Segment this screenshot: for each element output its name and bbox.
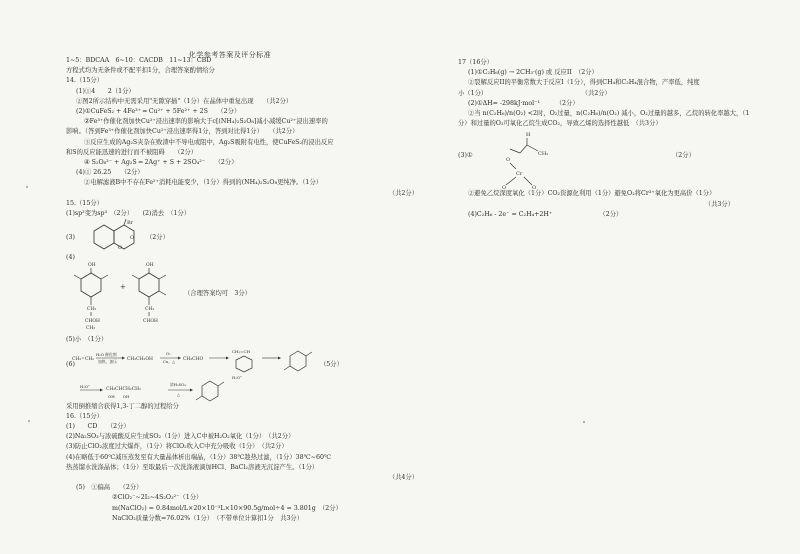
q14-part4b: ②电解滤液B中不存在Fe²⁺消耗电能变少，（1分）得到的(NH₄)₂S₂O₈更纯净。（1分） [84, 179, 323, 187]
q17-part1: (1)①C₂H₆(g) → 2CH₃·(g) 或 反应II （2分） [468, 69, 598, 77]
scan-speck [28, 420, 30, 422]
q15-part1: (1)sp²变为sp³ （2分） (2)消去 （1分） [66, 210, 191, 218]
q15-part3 [66, 219, 418, 253]
syn-cond4: 浓H₂SO₄ [170, 381, 186, 387]
grading-note: 方程式均为无条件或不配平扣1分，合理答案酌情给分 [66, 67, 215, 75]
q17-part3-label: (3)① [458, 152, 473, 160]
synthesis-scheme [66, 346, 366, 402]
q14-heading: 14.（15分） [66, 77, 103, 85]
svg-text:O: O [130, 235, 135, 242]
mol1-oh-label: OH [88, 263, 96, 269]
q15-part6-route [66, 346, 418, 402]
right-column [458, 58, 754, 220]
syn-cond3b: H₃O⁺ [80, 383, 90, 389]
q16-part5-result: NaClO₂质量分数=76.02%（1分） （不带单位计算扣1分 共3分） [112, 514, 304, 522]
q16-part5: (5) ①偏高 （2分） [76, 484, 143, 492]
q14-part2c: ③反应生成的Ag₂S夹杂在败渣中不导电或阻中，Ag₂S吸附有电性，使CuFeS₂的浸出反应 [84, 138, 334, 146]
q15-heading: 15.（15分） [66, 199, 103, 207]
syn-cond3: H₃O⁺ [232, 374, 242, 380]
q16-heading: 16.（15分） [66, 412, 103, 420]
q14-part1b: ②图2所示结构中无需采用"无隙穿插"（1分）在晶体中重复出现 （共2分） [76, 97, 293, 105]
mol-plus: + [120, 283, 126, 292]
syn-d: CH₂=CH [232, 348, 251, 354]
mol2-choh-label: CHOH [143, 319, 158, 325]
syn-a: CH₂=CH₂ [72, 356, 95, 362]
q14-part2c-cont: 和S的反应能迅速的进行而不被阻碍 （2分） [66, 148, 198, 156]
chem-o2: O [502, 185, 507, 190]
chem-cr: Cr [516, 171, 523, 178]
left-column [66, 46, 418, 524]
q17-heading: 17（16分） [458, 59, 493, 66]
scan-speck [26, 186, 28, 188]
q14-part4b-score: （共2分） [388, 189, 418, 197]
syn-cond1: H₂O 催化剂 [96, 351, 117, 357]
syn-f: OH OH [108, 393, 130, 399]
scan-speck [583, 421, 585, 423]
q15-part4-structures [66, 263, 418, 335]
cr-complex-structure [480, 129, 570, 189]
chem-o3: O [532, 185, 537, 190]
chem-ch2: CH₂ [538, 151, 549, 158]
mol2-oh-label: OH [146, 263, 154, 269]
syn-cond1b: 加热，加压 [98, 358, 117, 364]
q17-part1b: ②裂解反应II的平衡常数大于反应I（1分），得到CH₄和C₂H₄混合物，产率低，纯度 [468, 79, 700, 87]
q16-part3: (3)防止ClO₂浓度过大爆炸，（1分）将ClO₂吹入C中充分吸收（1分） （共2分） [66, 443, 288, 451]
svg-text:O: O [118, 245, 123, 252]
q16-part2: (2)Na₂SO₃与浓硫酸反应生成SO₂（1分）进入C中被H₂O₂氧化（1分） （共2分） [66, 433, 295, 441]
q15-part3-score: （2分） [146, 234, 169, 242]
mol2-ch2-label: CH₂ [145, 307, 155, 313]
q16-part4-score: （共4分） [388, 474, 418, 482]
q17-part2b: ②当 n(C₂H₆)/n(O₂) <2时，O₂过量，n(C₂H₆)/n(O₂) 减小，O₂过量的越多，乙烷的转化率越大，（1 [468, 110, 750, 118]
syn-e: CH₃CHCH₂CH₂ [106, 386, 141, 392]
q15-part3-structure [84, 219, 154, 253]
syn-cond2: O₂ [166, 350, 171, 356]
q17-part4: (4)C₂H₆ - 2e⁻ = C₂H₄+2H⁺ （2分） [468, 210, 623, 218]
mol1-ch3-label: CH₃ [86, 326, 96, 332]
page-title: 化学参考答案及评分标准 [188, 51, 272, 59]
q16-part5b: ②ClO₂⁻~2I₂~4S₂O₃²⁻（1分） [112, 494, 203, 502]
syn-cond4b: △ [177, 391, 180, 397]
q15-part4-note: （合理答案均可 3分） [184, 290, 251, 298]
q17-part3b-score: （共3分） [704, 200, 734, 208]
syn-cond2b: Cu，△ [163, 358, 176, 364]
mol1-ch2-label: CH₂ [87, 307, 97, 313]
chem-h: H [526, 132, 531, 139]
q17-part2b-cont: 分）和过量的O₂可氧化乙烷生成CO₂，导致乙烯的选择性越低 （共3分） [458, 120, 662, 128]
q15-part4-label: (4) [66, 254, 75, 262]
q17-part3 [458, 129, 754, 189]
q14-part2b-cont: 影响。（答到Fe³⁺作催化剂加快Cu²⁺浸出速率得1分，答到对比得1分） （共2分） [66, 128, 299, 136]
q15-part6-score: （5分） [320, 360, 343, 368]
q15-part6-note: 采用倒推缩合获得1,3-丁二醇的过程给分 [66, 402, 179, 410]
q16-part1: (1) CD （2分） [66, 423, 130, 431]
syn-b: CH₃CH₂OH [127, 356, 153, 362]
q16-part4: (4)在略低于60℃减压蒸发至有大量晶体析出端晶，（1分）38℃趁热过滤，（1分）38℃~60℃ [66, 453, 332, 461]
mol1-choh-label: CHOH [85, 319, 100, 325]
q14-part2b: ②Fe³⁺作催化剂加快Cu²⁺浸出速率的影响大于c[(NH₄)₂S₂O₈]减小减缓Cu²⁺浸出速率的 [84, 118, 328, 126]
q15-part6-label: (6) [66, 360, 75, 368]
q15-part3-label: (3) [66, 234, 75, 242]
q16-part4-cont: 热蒸馏水洗涤晶体；（1分）至取最后一次洗涤液滴加HCl、BaCl₂溶液无沉淀产生。（1分） [66, 463, 319, 471]
mc-answers: 1~5：BDCAA 6~10：CACDB 11~13：CBD [66, 57, 212, 64]
q17-part3-score: （2分） [672, 152, 695, 160]
q14-part4: (4)① 26.25 （2分） [76, 169, 144, 177]
q16-part5-calc: m(NaClO₂) = 0.84mol/L×20×10⁻³L×10×90.5g/mol÷4 = 3.801g （2分） [112, 504, 342, 512]
q17-part3b: ②避免乙烷深度氧化（1分）CO₂资源化利用（1分）避免O₂将Cr³⁺氧化为更高价（1分） [468, 190, 716, 198]
q17-part2: (2)①ΔH= -298kJ·mol⁻¹ （2分） [468, 99, 579, 107]
q17-part1b-cont: 小（1分） （共2分） [458, 89, 611, 97]
q14-part2d: ④ S₂O₈²⁻ + Ag₂S ═ 2Ag⁺ + S + 2SO₄²⁻ （2分） [84, 159, 238, 167]
chem-o1: O [506, 157, 511, 164]
svg-text:Br: Br [127, 220, 134, 227]
q14-part2: (2)①CuFeS₂ + 4Fe³⁺ ═ Cu²⁺ + 5Fe²⁺ + 2S （2分） [76, 108, 241, 116]
syn-c: CH₃CHO [183, 356, 204, 362]
q15-part5: (5)小 （1分） [66, 336, 108, 344]
q14-part1: (1)①4 2（1分） [76, 87, 135, 95]
